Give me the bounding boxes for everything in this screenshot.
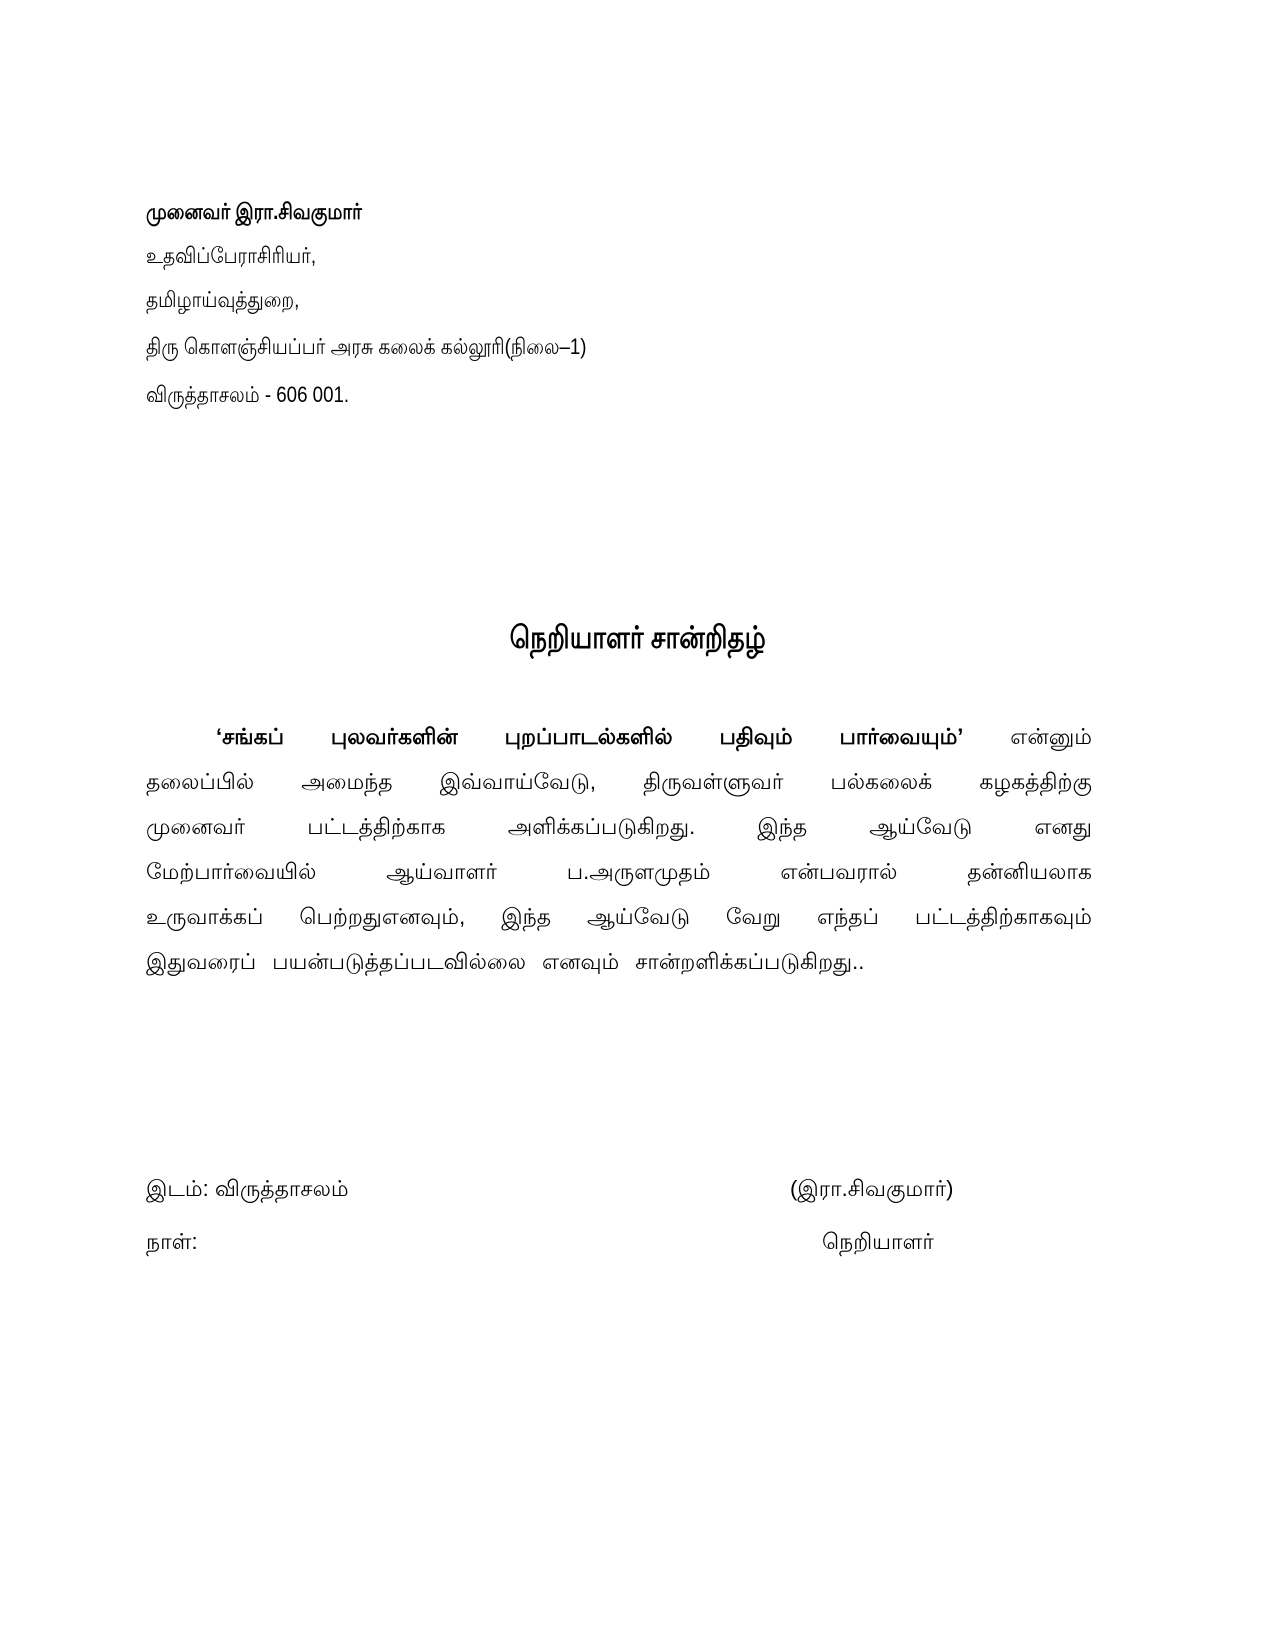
body-word: தன்னியலாக xyxy=(967,859,1092,884)
guide-department: தமிழாய்வுத்துறை, xyxy=(146,287,300,312)
body-word: வேறு xyxy=(725,904,781,929)
signatory-name: (இரா.சிவகுமார்) xyxy=(790,1176,954,1201)
body-word: பல்கலைக் xyxy=(830,769,933,794)
body-word: முனைவர் xyxy=(146,814,246,839)
body-word: ஆய்வாளர் xyxy=(386,859,497,884)
date-label: நாள்: xyxy=(146,1229,198,1254)
body-word: மேற்பார்வையில் xyxy=(146,859,317,884)
body-word: பட்டத்திற்காகவும் xyxy=(914,904,1092,929)
city-pincode: விருத்தாசலம் - 606 001. xyxy=(146,382,350,407)
college-name: திரு கொளஞ்சியப்பர் அரசு கலைக் கல்லூரி(நிலை–1) xyxy=(146,334,587,359)
certificate-body xyxy=(146,714,1092,984)
certificate-title xyxy=(0,620,1275,660)
body-word: ப.அருளமுதம் xyxy=(566,859,711,884)
body-line xyxy=(146,939,1092,984)
body-word: பெற்றதுஎனவும், xyxy=(299,904,466,929)
body-word: பயன்படுத்தப்படவில்லை xyxy=(272,949,526,974)
body-word: உருவாக்கப் xyxy=(146,904,264,929)
body-word: என்பவரால் xyxy=(780,859,898,884)
body-word: இந்த xyxy=(501,904,552,929)
body-word: என்னும் xyxy=(1010,724,1092,749)
body-line xyxy=(146,894,1092,939)
body-word: ஆய்வேடு xyxy=(586,904,690,929)
body-word: இந்த xyxy=(757,814,808,839)
body-word: சான்றளிக்கப்படுகிறது.. xyxy=(635,949,865,974)
body-word: பட்டத்திற்காக xyxy=(307,814,446,839)
thesis-title-word: பதிவும் xyxy=(719,724,793,749)
thesis-title-word: ‘சங்கப் xyxy=(216,724,285,749)
body-word: அளிக்கப்படுகிறது. xyxy=(507,814,696,839)
body-word: இதுவரைப் xyxy=(146,949,257,974)
body-line xyxy=(146,714,1092,759)
body-word: கழகத்திற்கு xyxy=(979,769,1092,794)
body-line xyxy=(146,849,1092,894)
body-word: தலைப்பில் xyxy=(146,769,255,794)
body-line xyxy=(146,804,1092,849)
body-word: அமைந்த xyxy=(301,769,393,794)
body-word: திருவள்ளுவர் xyxy=(643,769,784,794)
body-word: எனவும் xyxy=(541,949,620,974)
body-word: இவ்வாய்வேடு, xyxy=(439,769,596,794)
thesis-title-word: பார்வையும்’ xyxy=(839,724,964,749)
body-word: எந்தப் xyxy=(816,904,879,929)
guide-designation: உதவிப்பேராசிரியர், xyxy=(146,243,317,268)
certificate-title-text: நெறியாளர் சான்றிதழ் xyxy=(509,620,766,655)
signatory-role: நெறியாளர் xyxy=(822,1229,934,1254)
thesis-title-word: புலவர்களின் xyxy=(330,724,458,749)
body-word: எனது xyxy=(1034,814,1092,839)
place-label: இடம்: விருத்தாசலம் xyxy=(146,1176,349,1201)
guide-name: முனைவர் இரா.சிவகுமார் xyxy=(146,199,362,224)
thesis-title-word: புறப்பாடல்களில் xyxy=(504,724,673,749)
body-line xyxy=(146,759,1092,804)
body-word: ஆய்வேடு xyxy=(869,814,973,839)
